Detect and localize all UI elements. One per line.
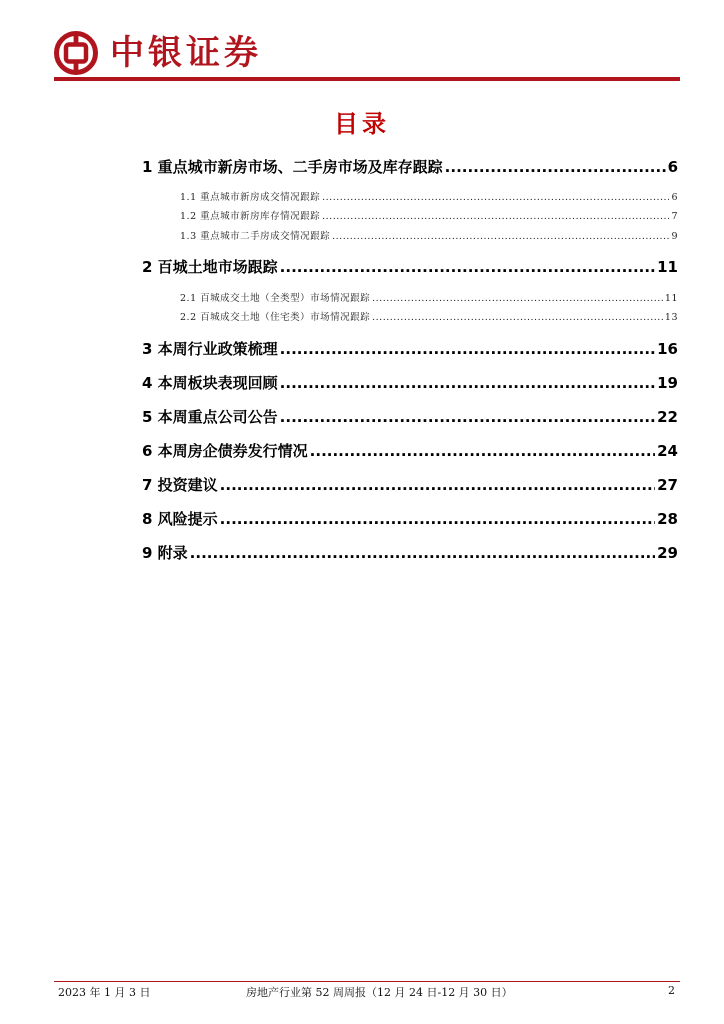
toc-dot-leader [445, 158, 666, 176]
toc-entry-label: 2 百城土地市场跟踪 [142, 258, 278, 276]
toc-entry-page: 16 [657, 340, 678, 358]
toc-entry-label: 1.3 重点城市二手房成交情况跟踪 [180, 231, 331, 242]
footer-date: 2023 年 1 月 3 日 [58, 986, 151, 999]
footer-divider [54, 981, 680, 982]
toc-entry[interactable] [142, 256, 678, 277]
toc-entry[interactable] [142, 156, 678, 177]
footer-report-title: 房地产行业第 52 周周报（12 月 24 日-12 月 30 日） [246, 986, 513, 999]
toc-dot-leader [280, 340, 655, 358]
toc-entry-page: 6 [667, 158, 678, 176]
toc-entry-label: 2.2 百城成交土地（住宅类）市场情况跟踪 [180, 312, 371, 323]
toc-entry-page: 13 [664, 312, 678, 323]
toc-entry[interactable] [180, 228, 678, 242]
toc-dot-leader [372, 312, 663, 323]
toc-dot-leader [220, 510, 655, 528]
toc-dot-leader [372, 293, 663, 304]
toc-dot-leader [310, 442, 655, 460]
toc-entry-page: 11 [657, 258, 678, 276]
toc-entry-page: 29 [657, 544, 678, 562]
toc-entry-page: 7 [671, 211, 678, 222]
toc-entry-label: 8 风险提示 [142, 510, 218, 528]
toc-entry[interactable] [180, 189, 678, 203]
toc-dot-leader [322, 211, 669, 222]
toc-entry[interactable] [142, 372, 678, 393]
toc-title: 目录 [334, 110, 390, 138]
toc-entry-label: 3 本周行业政策梳理 [142, 340, 278, 358]
toc-entry-label: 1 重点城市新房市场、二手房市场及库存跟踪 [142, 158, 443, 176]
toc-entry[interactable] [142, 338, 678, 359]
toc-entry[interactable] [180, 208, 678, 222]
toc-dot-leader [322, 192, 669, 203]
toc-entry-page: 9 [671, 231, 678, 242]
toc-entry-page: 19 [657, 374, 678, 392]
toc-entry[interactable] [142, 440, 678, 461]
toc-entry[interactable] [142, 542, 678, 563]
toc-entry-label: 6 本周房企债券发行情况 [142, 442, 308, 460]
page-header [54, 28, 262, 78]
toc-entry-page: 28 [657, 510, 678, 528]
toc-entry-label: 2.1 百城成交土地（全类型）市场情况跟踪 [180, 293, 371, 304]
toc-entry-page: 27 [657, 476, 678, 494]
toc-entry[interactable] [180, 309, 678, 323]
toc-entry-label: 4 本周板块表现回顾 [142, 374, 278, 392]
toc-entry-page: 6 [671, 192, 678, 203]
brand-name: 中银证券 [110, 33, 262, 73]
toc-entry-label: 9 附录 [142, 544, 188, 562]
toc-entry[interactable] [142, 474, 678, 495]
toc-dot-leader [332, 231, 669, 242]
toc-entry[interactable] [142, 508, 678, 529]
header-divider [54, 77, 680, 81]
toc-dot-leader [280, 374, 655, 392]
toc-dot-leader [190, 544, 655, 562]
toc-entry-page: 24 [657, 442, 678, 460]
toc-entry-page: 22 [657, 408, 678, 426]
toc-dot-leader [280, 408, 655, 426]
toc-entry[interactable] [142, 406, 678, 427]
toc-entry-label: 5 本周重点公司公告 [142, 408, 278, 426]
toc-entry-label: 1.2 重点城市新房库存情况跟踪 [180, 211, 321, 222]
toc-dot-leader [220, 476, 655, 494]
toc-entry-label: 1.1 重点城市新房成交情况跟踪 [180, 192, 321, 203]
toc-entry-page: 11 [664, 293, 678, 304]
footer-page-number: 2 [668, 984, 675, 997]
bank-of-china-logo-icon [54, 31, 98, 75]
toc-dot-leader [280, 258, 655, 276]
toc-entry[interactable] [180, 290, 678, 304]
toc-entry-label: 7 投资建议 [142, 476, 218, 494]
